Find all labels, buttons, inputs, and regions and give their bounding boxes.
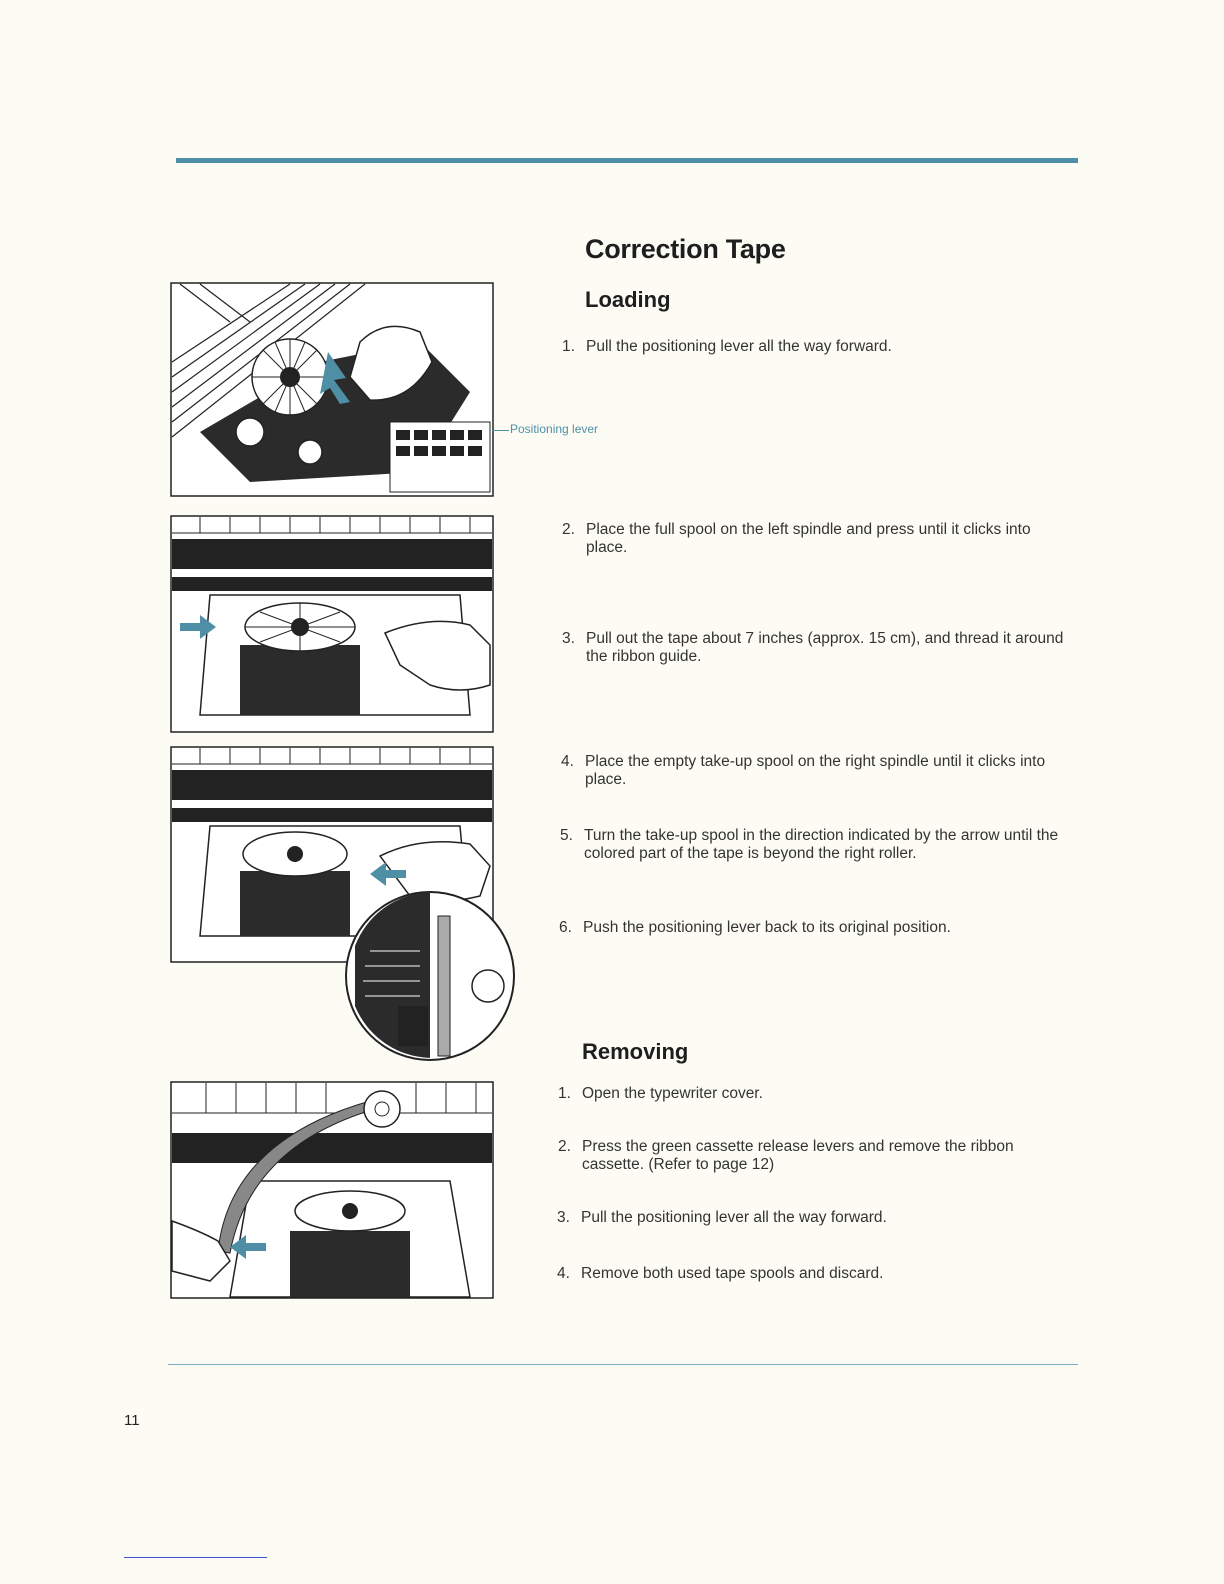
figure-positioning-lever [170,282,494,497]
figure-full-spool [170,515,494,733]
step-number: 6. [559,919,572,936]
callout-leader [492,430,509,431]
step-number: 1. [558,1085,571,1102]
removing-heading: Removing [582,1039,689,1064]
step-number: 4. [557,1265,570,1282]
step-text: Place the full spool on the left spindle and press until it clicks into place. [586,521,1031,556]
page-number: 11 [124,1412,140,1429]
step-text: Turn the take-up spool in the direction indicated by the arrow until the colored part of the tape is beyond the right roller. [584,827,1059,862]
step-number: 1. [562,338,575,355]
page-title: Correction Tape [585,234,786,264]
step-number: 2. [562,521,575,538]
top-rule [176,158,1078,163]
step-text: Remove both used tape spools and discard. [581,1265,884,1282]
step-text: Press the green cassette release levers and remove the ribbon cassette. (Refer to page 12) [582,1138,1014,1173]
step-text: Place the empty take-up spool on the right spindle until it clicks into place. [585,753,1046,788]
step-number: 3. [557,1209,570,1226]
figure-take-up-spool [170,746,522,1062]
loading-heading: Loading [585,287,671,312]
step-number: 2. [558,1138,571,1155]
step-text: Pull the positioning lever all the way forward. [586,338,892,355]
callout-positioning-lever: Positioning lever [510,422,599,436]
figure-remove-spools [170,1081,494,1299]
step-number: 4. [561,753,574,770]
step-text: Open the typewriter cover. [582,1085,763,1102]
step-number: 3. [562,630,575,647]
step-text: Pull the positioning lever all the way forward. [581,1209,887,1226]
step-text: Push the positioning lever back to its original position. [583,919,951,936]
step-text: Pull out the tape about 7 inches (approx. 15 cm), and thread it around the ribbon guide. [586,630,1064,665]
step-number: 5. [560,827,573,844]
footnote-rule [124,1557,267,1558]
bottom-rule [168,1364,1078,1365]
